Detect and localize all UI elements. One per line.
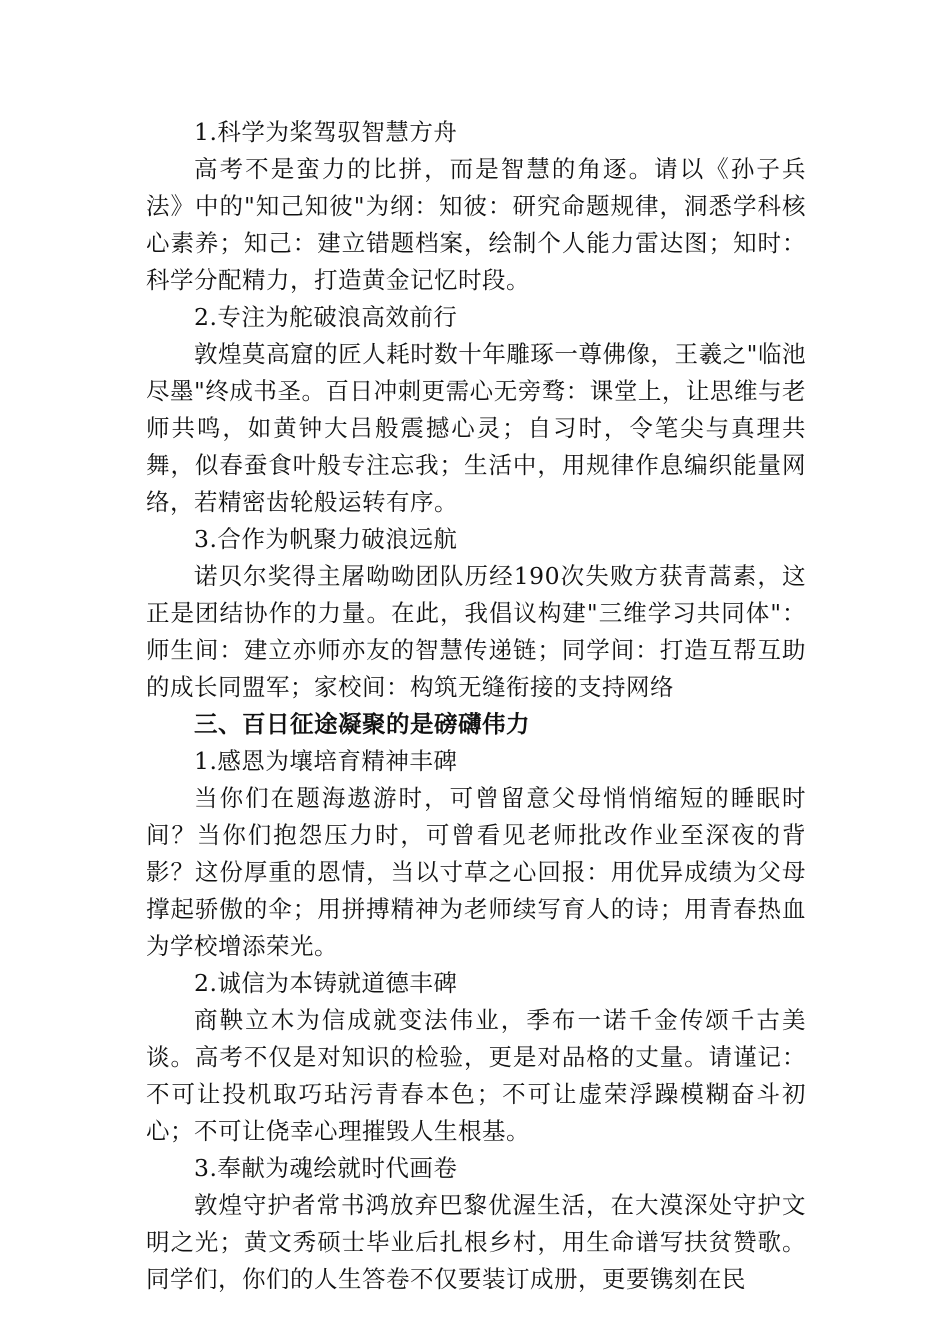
section-heading-three: 三、百日征途凝聚的是磅礴伟力 — [194, 710, 530, 738]
subheading-cooperation: 3.合作为帆聚力破浪远航 — [194, 525, 458, 553]
subheading-gratitude: 1.感恩为壤培育精神丰碑 — [194, 747, 458, 775]
subheading-dedication: 3.奉献为魂绘就时代画卷 — [194, 1154, 458, 1182]
paragraph-cooperation: 诺贝尔奖得主屠呦呦团队历经190次失败方获青蒿素，这正是团结协作的力量。在此，我倡议构建"三维学习共同体"：师生间：建立亦师亦友的智慧传递链；同学间：打造互帮互助的成长同盟军；家校间：构筑无缝衔接的支持网络 — [146, 562, 806, 701]
document-body — [146, 114, 806, 1298]
subheading-science: 1.科学为桨驾驭智慧方舟 — [194, 118, 458, 146]
paragraph-focus: 敦煌莫高窟的匠人耗时数十年雕琢一尊佛像，王羲之"临池尽墨"终成书圣。百日冲刺更需心无旁骛：课堂上，让思维与老师共鸣，如黄钟大吕般震撼心灵；自习时，令笔尖与真理共舞，似春蚕食叶般专注忘我；生活中，用规律作息编织能量网络，若精密齿轮般运转有序。 — [146, 340, 806, 516]
paragraph-gratitude: 当你们在题海遨游时，可曾留意父母悄悄缩短的睡眠时间？当你们抱怨压力时，可曾看见老师批改作业至深夜的背影？这份厚重的恩情，当以寸草之心回报：用优异成绩为父母撑起骄傲的伞；用拼搏精神为老师续写育人的诗；用青春热血为学校增添荣光。 — [146, 784, 806, 960]
paragraph-science: 高考不是蛮力的比拼，而是智慧的角逐。请以《孙子兵法》中的"知己知彼"为纲：知彼：研究命题规律，洞悉学科核心素养；知己：建立错题档案，绘制个人能力雷达图；知时：科学分配精力，打造黄金记忆时段。 — [146, 155, 806, 294]
paragraph-dedication: 敦煌守护者常书鸿放弃巴黎优渥生活，在大漠深处守护文明之光；黄文秀硕士毕业后扎根乡村，用生命谱写扶贫赞歌。同学们，你们的人生答卷不仅要装订成册，更要镌刻在民 — [146, 1191, 806, 1293]
paragraph-integrity: 商鞅立木为信成就变法伟业，季布一诺千金传颂千古美谈。高考不仅是对知识的检验，更是对品格的丈量。请谨记：不可让投机取巧玷污青春本色；不可让虚荣浮躁模糊奋斗初心；不可让侥幸心理摧毁人生根基。 — [146, 1006, 806, 1145]
subheading-integrity: 2.诚信为本铸就道德丰碑 — [194, 969, 458, 997]
subheading-focus: 2.专注为舵破浪高效前行 — [194, 303, 458, 331]
